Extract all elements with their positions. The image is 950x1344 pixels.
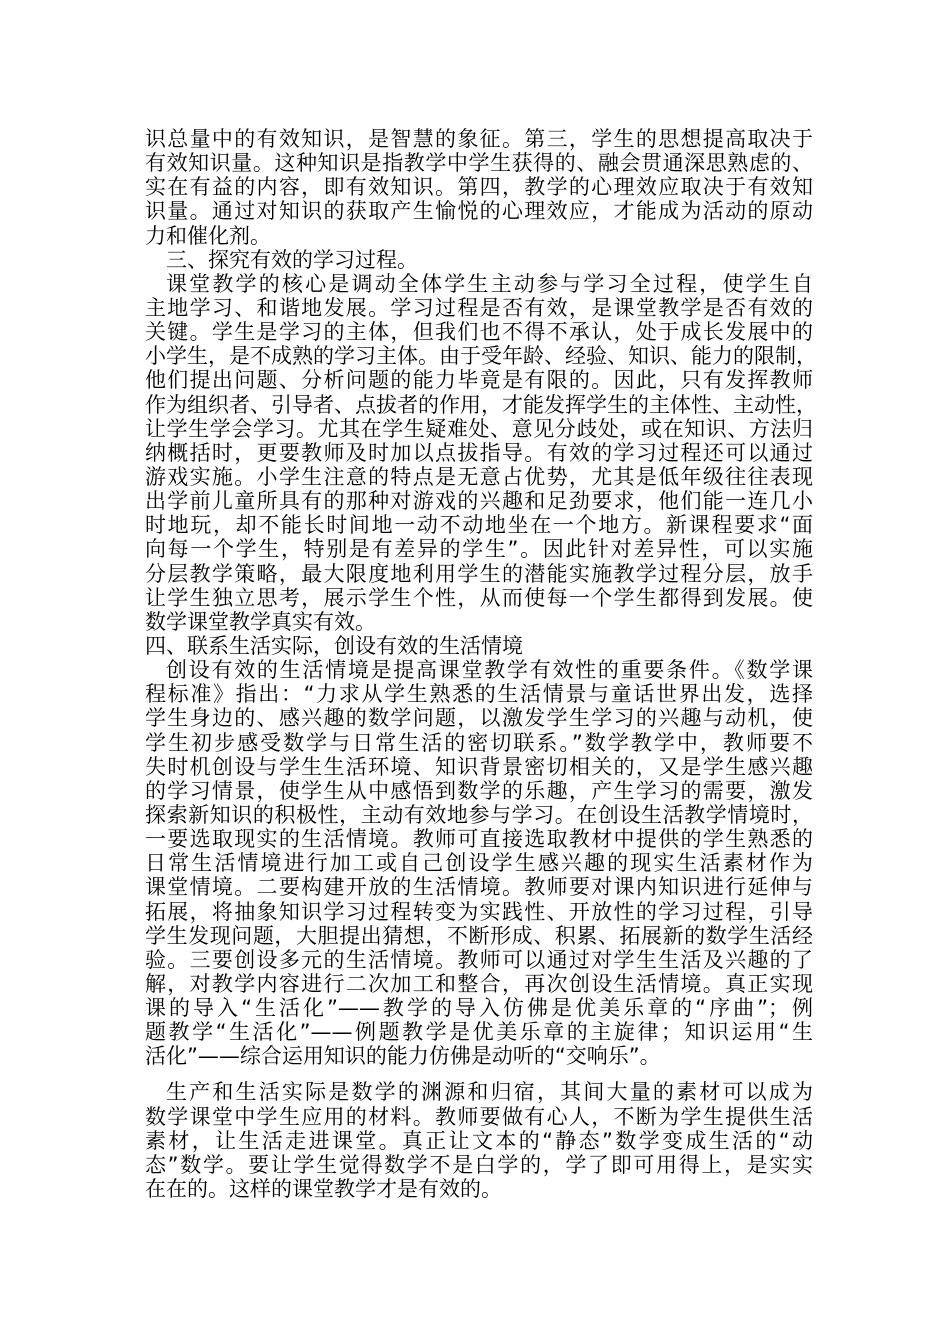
text-line: 分层教学策略，最大限度地利用学生的潜能实施教学过程分层，放手 <box>145 561 813 586</box>
text-line: 创设有效的生活情境是提高课堂教学有效性的重要条件。《数学课 <box>166 658 813 683</box>
text-line: 活化”——综合运用知识的能力仿佛是动听的“交响乐”。 <box>145 1044 661 1069</box>
text-line: 数学课堂中学生应用的材料。教师要做有心人，不断为学生提供生活 <box>145 1104 813 1129</box>
text-line: 题教学“生活化”——例题教学是优美乐章的主旋律；知识运用“生 <box>145 1020 813 1045</box>
text-line: 日常生活情境进行加工或自己创设学生感兴趣的现实生活素材作为 <box>145 851 813 876</box>
text-line: 让学生独立思考，展示学生个性，从而使每一个学生都得到发展。使 <box>145 585 813 610</box>
text-line: 数学课堂教学真实有效。 <box>145 609 376 634</box>
text-line: 解，对教学内容进行二次加工和整合，再次创设生活情境。真正实现 <box>145 971 813 996</box>
document-body <box>145 127 817 1202</box>
text-line: 失时机创设与学生生活环境、知识背景密切相关的，又是学生感兴趣 <box>145 754 813 779</box>
text-line: 一要选取现实的生活情境。教师可直接选取教材中提供的学生熟悉的 <box>145 827 813 852</box>
text-line: 学生发现问题，大胆提出猜想，不断形成、积累、拓展新的数学生活经 <box>145 923 813 948</box>
text-line: 纳概括时，更要教师及时加以点拔指导。有效的学习过程还可以通过 <box>145 440 813 465</box>
text-line: 力和催化剂。 <box>145 223 271 248</box>
text-line: 课堂教学的核心是调动全体学生主动参与学习全过程，使学生自 <box>166 271 813 296</box>
text-line: 主地学习、和谐地发展。学习过程是否有效，是课堂教学是否有效的 <box>145 295 813 320</box>
text-line: 素材，让生活走进课堂。真正让文本的“静态”数学变成生活的“动 <box>145 1128 813 1153</box>
text-line: 学生初步感受数学与日常生活的密切联系。”数学教学中，教师要不 <box>145 730 813 755</box>
text-line: 生产和生活实际是数学的渊源和归宿，其间大量的素材可以成为 <box>166 1080 813 1105</box>
text-line: 四、联系生活实际，创设有效的生活情境 <box>145 633 523 658</box>
text-line: 识量。通过对知识的获取产生愉悦的心理效应，才能成为活动的原动 <box>145 199 813 224</box>
text-line: 实在有益的内容，即有效知识。第四，教学的心理效应取决于有效知 <box>145 175 813 200</box>
text-line: 课堂情境。二要构建开放的生活情境。教师要对课内知识进行延伸与 <box>145 875 813 900</box>
text-line: 学生身边的、感兴趣的数学问题，以激发学生学习的兴趣与动机，使 <box>145 706 813 731</box>
text-line: 三、探究有效的学习过程。 <box>166 247 418 272</box>
text-line: 课的导入“生活化”——教学的导入仿佛是优美乐章的“序曲”；例 <box>145 996 813 1021</box>
text-line: 小学生，是不成熟的学习主体。由于受年龄、经验、知识、能力的限制， <box>145 344 817 369</box>
text-line: 出学前儿童所具有的那种对游戏的兴趣和足劲要求，他们能一连几小 <box>145 489 813 514</box>
text-line: 让学生学会学习。尤其在学生疑难处、意见分歧处，或在知识、方法归 <box>145 416 813 441</box>
text-line: 他们提出问题、分析问题的能力毕竟是有限的。因此，只有发挥教师 <box>145 368 813 393</box>
text-line: 向每一个学生，特别是有差异的学生”。因此针对差异性，可以实施 <box>145 537 813 562</box>
text-line: 关键。学生是学习的主体，但我们也不得不承认，处于成长发展中的 <box>145 320 813 345</box>
text-line: 拓展，将抽象知识学习过程转变为实践性、开放性的学习过程，引导 <box>145 899 813 924</box>
text-line: 识总量中的有效知识，是智慧的象征。第三，学生的思想提高取决于 <box>145 127 813 151</box>
text-line: 在在的。这样的课堂教学才是有效的。 <box>145 1177 502 1202</box>
text-line: 验。三要创设多元的生活情境。教师可以通过对学生生活及兴趣的了 <box>145 947 813 972</box>
text-line: 态”数学。要让学生觉得数学不是白学的，学了即可用得上，是实实 <box>145 1152 813 1177</box>
text-line: 游戏实施。小学生注意的特点是无意占优势，尤其是低年级往往表现 <box>145 464 813 489</box>
text-line: 程标准》指出：“力求从学生熟悉的生活情景与童话世界出发，选择 <box>145 682 813 707</box>
text-line: 有效知识量。这种知识是指教学中学生获得的、融会贯通深思熟虑的、 <box>145 151 813 176</box>
text-line: 的学习情景，使学生从中感悟到数学的乐趣，产生学习的需要，激发 <box>145 778 813 803</box>
text-line: 时地玩，却不能长时间地一动不动地坐在一个地方。新课程要求“面 <box>145 513 813 538</box>
text-line: 作为组织者、引导者、点拔者的作用，才能发挥学生的主体性、主动性， <box>145 392 817 417</box>
text-line: 探索新知识的积极性，主动有效地参与学习。在创设生活教学情境时， <box>145 802 813 827</box>
